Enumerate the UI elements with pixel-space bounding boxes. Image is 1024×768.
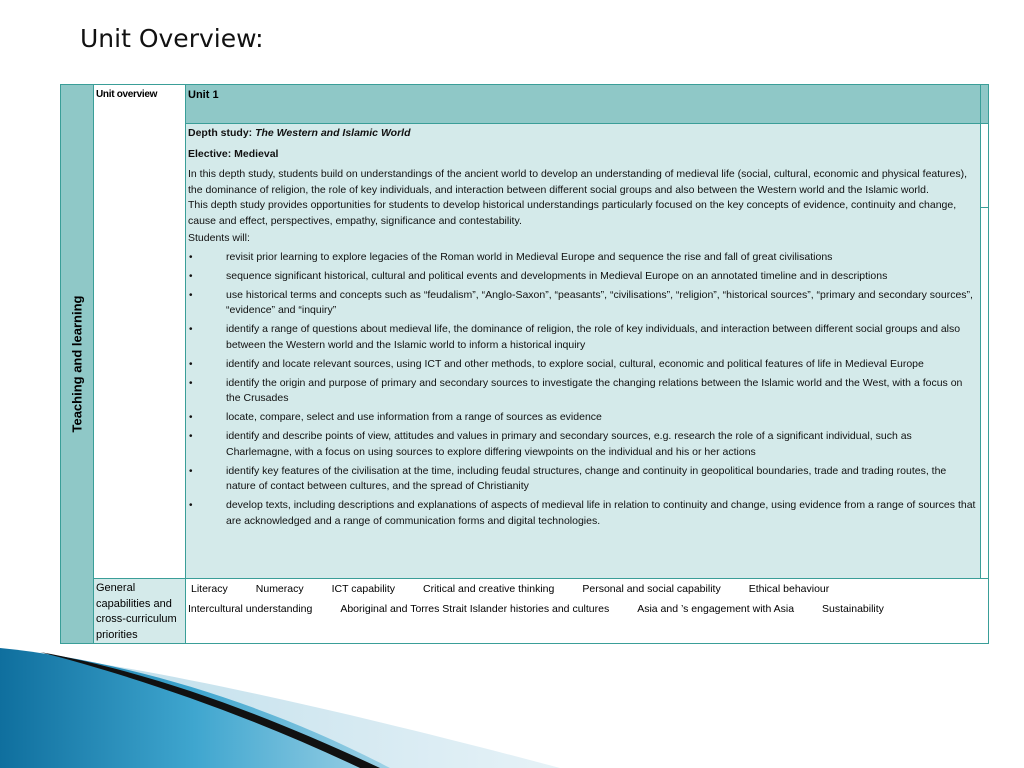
capabilities-row-1 (188, 583, 986, 595)
side-header (61, 85, 94, 643)
capability-item: Ethical behaviour (748, 583, 830, 595)
elective-heading: Elective: Medieval (188, 147, 279, 160)
capability-item: Literacy (191, 583, 228, 595)
list-item: • locate, compare, select and use information from a range of sources as evidence (188, 410, 978, 426)
opportunities-paragraph: This depth study provides opportunities for students to develop historical understandings particularly focused on the key concepts of evidence, continuity and change, cause and effect, perspectives, empathy, significance and contestability. (188, 199, 957, 227)
list-item: • revisit prior learning to explore legacies of the Roman world in Medieval Europe and sequence the rise and fall of great civilisations (188, 250, 978, 266)
unit-overview-table (60, 84, 989, 644)
priority-item: Sustainability (822, 603, 884, 615)
priority-item: Aboriginal and Torres Strait Islander histories and cultures (340, 603, 610, 615)
priority-item: Intercultural understanding (188, 603, 313, 615)
depth-study-heading (188, 126, 978, 142)
unit-overview-label: Unit overview (94, 85, 186, 578)
list-item: • use historical terms and concepts such as “feudalism”, “Anglo-Saxon”, “peasants”, “civilisations”, “religion”, “historical sources”, “primary and secondary sources”, “evidence” and “inquiry” (188, 288, 978, 319)
general-capabilities-label: General capabilities and cross-curriculum priorities (94, 578, 186, 643)
list-item: • identify and locate relevant sources, using ICT and other methods, to explore social, cultural, economic and political features of life in Medieval Europe (188, 357, 978, 373)
tail-divider (980, 207, 988, 208)
outcomes-list (188, 250, 978, 530)
unit-label: Unit 1 (186, 85, 980, 124)
unit-content (186, 124, 980, 578)
capability-item: Critical and creative thinking (423, 583, 555, 595)
capabilities-cell (186, 578, 988, 643)
capability-item: ICT capability (331, 583, 396, 595)
students-will-label: Students will: (188, 232, 250, 244)
list-item: • identify and describe points of view, attitudes and values in primary and secondary sources, e.g. research the role of a significant individual, such as Charlemagne, with a focus on using sources to explore differing viewpoints on the individual and his or her actions (188, 429, 978, 460)
content-tail-cell (980, 124, 988, 578)
list-item: • identify a range of questions about medieval life, the dominance of religion, the role of key individuals, and interaction between different social groups and also between the Western world and the Islamic world to inform a historical inquiry (188, 322, 978, 353)
intro-paragraph: In this depth study, students build on understandings of the ancient world to develop an understanding of medieval life (social, cultural, economic and physical features), the dominance of religion, the role of key individuals, and interaction between different social groups and also between the Western world and the Islamic world. (188, 168, 968, 196)
depth-study-title: The Western and Islamic World (255, 127, 411, 139)
list-item: • develop texts, including descriptions and explanations of aspects of medieval life in relation to continuity and change, using evidence from a range of sources that are acknowledged and a range of communication forms and digital technologies. (188, 498, 978, 529)
priority-item: Asia and ’s engagement with Asia (637, 603, 795, 615)
depth-study-prefix: Depth study: (188, 127, 256, 139)
capability-item: Personal and social capability (582, 583, 721, 595)
list-item: • sequence significant historical, cultural and political events and developments in Medieval Europe on an annotated timeline and in descriptions (188, 269, 978, 285)
capability-item: Numeracy (255, 583, 304, 595)
list-item: • identify the origin and purpose of primary and secondary sources to investigate the changing relations between the Islamic world and the West, with a focus on the Crusades (188, 376, 978, 407)
page-title: Unit Overview: (80, 24, 264, 53)
capabilities-row-2 (188, 603, 986, 615)
header-tail-cell (980, 85, 988, 124)
list-item: • identify key features of the civilisation at the time, including feudal structures, change and continuity in geopolitical boundaries, trade and trading routes, the nature of contact between cultures, and the spread of Christianity (188, 464, 978, 495)
side-label: Teaching and learning (69, 295, 85, 433)
